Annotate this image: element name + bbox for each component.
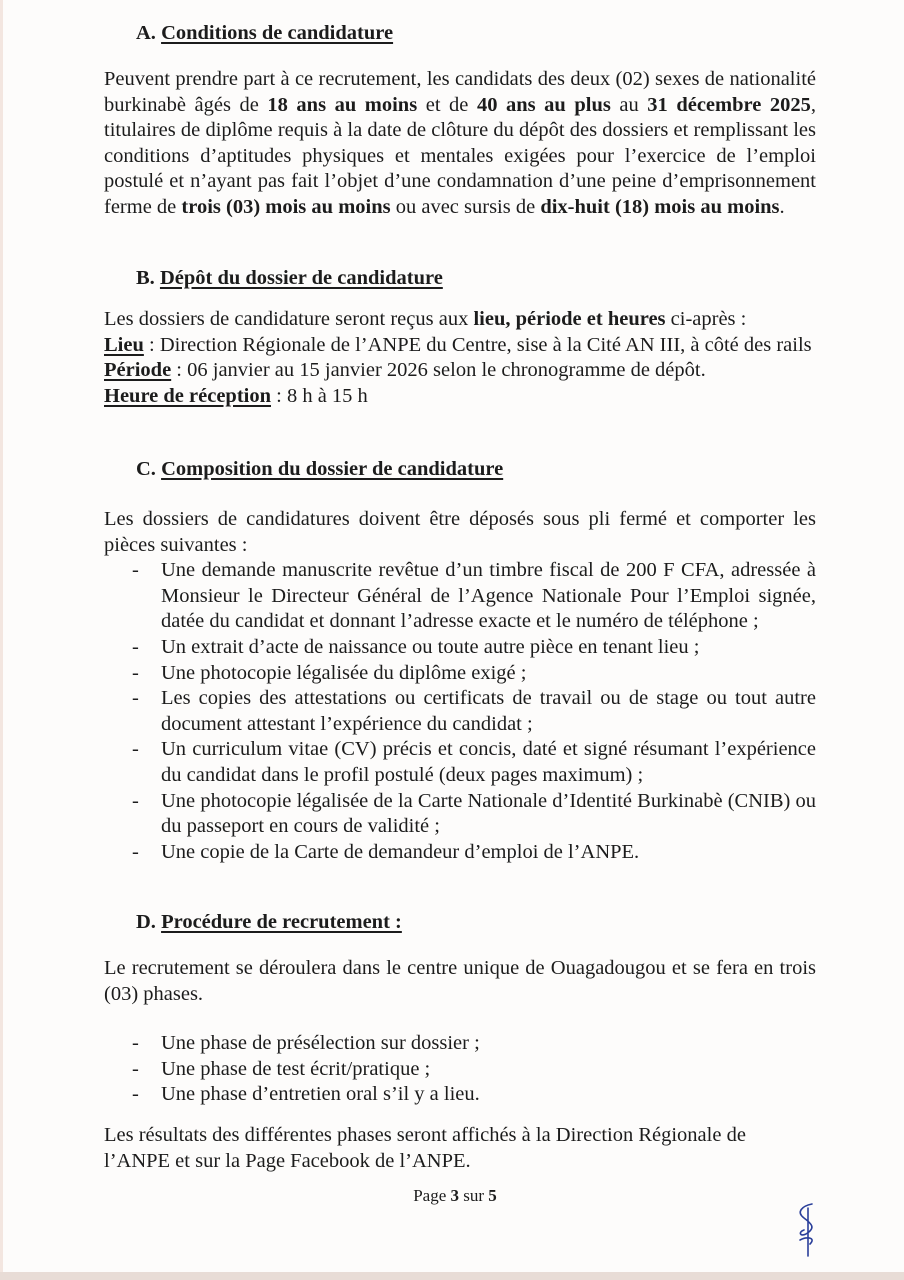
list-item: - Une copie de la Carte de demandeur d’emploi de l’ANPE. (132, 840, 640, 863)
list-item: - Une photocopie légalisée de la Carte Nationale d’Identité Burkinabè (CNIB) ou du passeport en cours de validité ; (132, 789, 816, 838)
paragraph-text: , titulaires de diplôme requis à la date de clôture du dépôt des dossiers et remplissant les conditions d’aptitudes physiques et mentales exigées pour l’exercice de l’emploi postulé et n’ayant pas fait l’objet d’une condamnation d’une peine d’emprisonnement ferme de (104, 93, 816, 218)
list-item: - Un extrait d’acte de naissance ou toute autre pièce en tenant lieu ; (132, 635, 700, 658)
emphasis-text: 18 ans au moins (267, 93, 418, 116)
list-item: - Une phase de présélection sur dossier ; (132, 1032, 480, 1054)
list-item: - Les copies des attestations ou certificats de travail ou de stage ou tout autre document attestant l’expérience du candidat ; (132, 687, 816, 735)
list-item: - Une demande manuscrite revêtue d’un timbre fiscal de 200 F CFA, adressée à Monsieur le Directeur Général de l’Agence Nationale Pour l’Emploi signée, datée du candidat et donnant l’adresse exacte et le numéro de téléphone ; (132, 559, 816, 633)
list-item: - Une phase d’entretien oral s’il y a lieu. (132, 1083, 480, 1106)
section-a-title: Conditions de candidature (161, 22, 394, 44)
list-item: - Une photocopie légalisée du diplôme exigé ; (132, 661, 527, 684)
section-b-intro: Les dossiers de candidature seront reçus aux lieu, période et heures ci-après : (104, 308, 747, 330)
periode-label: Période (104, 359, 172, 382)
section-c-heading: C. Composition du dossier de candidature (136, 458, 504, 480)
section-d-closing: Les résultats des différentes phases seront affichés à la Direction Régionale de l’ANPE et sur la Page Facebook de l’ANPE. (104, 1124, 746, 1172)
section-b-title: Dépôt du dossier de candidature (159, 267, 443, 289)
emphasis-text: trois (03) mois au moins (181, 195, 391, 218)
list-item: - Une phase de test écrit/pratique ; (132, 1057, 431, 1080)
paragraph-text: ou avec sursis de (390, 195, 541, 218)
section-a-heading: A. Conditions de candidature (136, 22, 394, 44)
paragraph-text: Peuvent prendre part à ce recrutement, les candidats des deux (02) sexes de nationalité burkinabè âgés de (104, 68, 816, 116)
section-d-intro: Le recrutement se déroulera dans le centre unique de Ouagadougou et se fera en trois (03) phases. (104, 957, 816, 1005)
section-b-heading: B. Dépôt du dossier de candidature (136, 267, 443, 289)
lieu-line: Lieu : Direction Régionale de l’ANPE du Centre, sise à la Cité AN III, à côté des rails (104, 333, 812, 356)
periode-line: Période : 06 janvier au 15 janvier 2026 selon le chronogramme de dépôt. (104, 359, 706, 382)
section-c-title: Composition du dossier de candidature (161, 458, 504, 480)
emphasis-text: 31 décembre 2025 (647, 93, 811, 116)
signature-initials-icon (788, 1200, 828, 1260)
section-b-body (104, 307, 816, 409)
paragraph-text: et de (417, 93, 477, 116)
section-a-paragraph (104, 67, 816, 221)
paragraph-text: au (610, 93, 648, 116)
emphasis-text: 40 ans au plus (476, 93, 611, 116)
section-c-body (104, 507, 816, 865)
section-d-title: Procédure de recrutement : (161, 911, 402, 933)
emphasis-text: dix-huit (18) mois au moins (540, 195, 780, 218)
page-number: Page 3 sur 5 (413, 1186, 497, 1205)
heure-label: Heure de réception (104, 384, 271, 407)
lieu-label: Lieu (104, 333, 144, 356)
paragraph-text: . (779, 195, 785, 218)
section-d-heading: D. Procédure de recrutement : (136, 911, 402, 933)
list-item: - Un curriculum vitae (CV) précis et concis, daté et signé résumant l’expérience du candidat dans le profil postulé (deux pages maximum) ; (132, 738, 816, 786)
section-c-intro: Les dossiers de candidatures doivent être déposés sous pli fermé et comporter les pièces suivantes : (104, 508, 816, 556)
phases-list (104, 1031, 816, 1108)
heure-line: Heure de réception : 8 h à 15 h (104, 384, 368, 407)
documents-list (104, 558, 816, 865)
